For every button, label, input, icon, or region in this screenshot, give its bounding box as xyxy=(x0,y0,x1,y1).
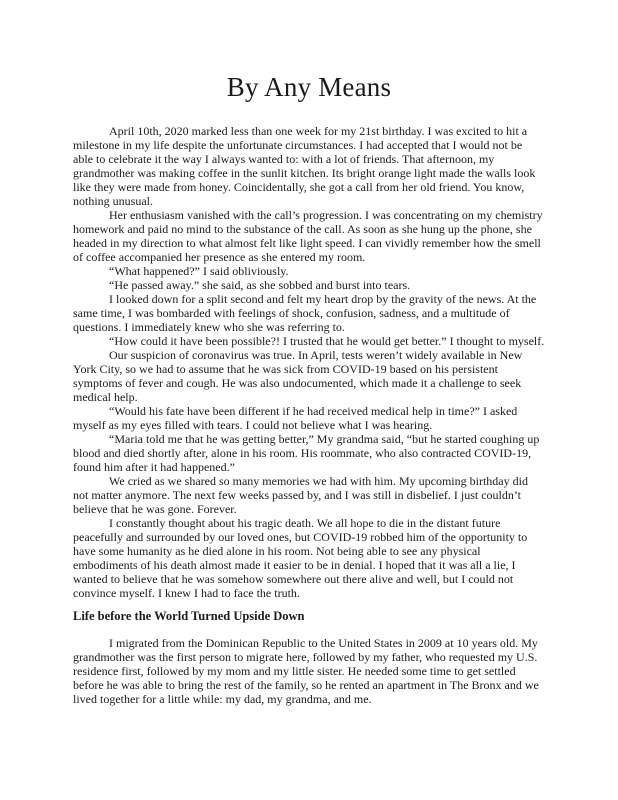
paragraph: Her enthusiasm vanished with the call’s progression. I was concentrating on my chemistry homework and paid no mind to the substance of the call. As soon as she hung up the phone, she headed in my direction to what almost felt like light speed. I can vividly remember how the smell of coffee accompanied her presence as she entered my room. xyxy=(73,208,543,264)
paragraph: Our suspicion of coronavirus was true. In April, tests weren’t widely available in New York City, so we had to assume that he was sick from COVID-19 based on his persistent symptoms of fever and cough. He was also undocumented, which made it a challenge to seek medical help. xyxy=(73,348,523,404)
paragraph-dialogue: “Would his fate have been different if he had received medical help in time?” I asked myself as my eyes filled with tears. I could not believe what I was hearing. xyxy=(73,404,518,432)
document-title: By Any Means xyxy=(226,72,392,102)
paragraph: I looked down for a split second and felt my heart drop by the gravity of the news. At the same time, I was bombarded with feelings of shock, confusion, sadness, and a multitude of questions. I immediately knew who she was referring to. xyxy=(73,292,537,334)
paragraph: I constantly thought about his tragic death. We all hope to die in the distant future peacefully and surrounded by our loved ones, but COVID-19 robbed him of the opportunity to have some humanity as he died alone in his room. Not being able to see any physical embodiments of his death almost made it easier to be in denial. I hoped that it was all a lie, I wanted to believe that he was somehow somewhere out there alive and well, but I could not convince myself. I knew I had to face the truth. xyxy=(73,516,528,600)
paragraph: April 10th, 2020 marked less than one week for my 21st birthday. I was excited to hit a milestone in my life despite the unfortunate circumstances. I had accepted that I would not be able to celebrate it the way I always wanted to: with a lot of friends. That afternoon, my grandmother was making coffee in the sunlit kitchen. Its bright orange light made the walls look like they were made from honey. Coincidentally, she got a call from her old friend. You know, nothing unusual. xyxy=(73,124,536,208)
paragraph: We cried as we shared so many memories we had with him. My upcoming birthday did not matter anymore. The next few weeks passed by, and I was still in disbelief. I just couldn’t believe that he was gone. Forever. xyxy=(73,474,528,516)
paragraph-dialogue: “What happened?” I said obliviously. xyxy=(109,264,289,278)
section-heading: Life before the World Turned Upside Down xyxy=(73,609,305,623)
paragraph-dialogue: “How could it have been possible?! I trusted that he would get better.” I thought to myself. xyxy=(109,334,545,348)
paragraph: I migrated from the Dominican Republic to the United States in 2009 at 10 years old. My grandmother was the first person to migrate here, followed by my father, who requested my U.S. residence first, followed by my mom and my little sister. He needed some time to get settled before he was able to bring the rest of the family, so he rented an apartment in The Bronx and we lived together for a little while: my dad, my grandma, and me. xyxy=(73,636,539,706)
paragraph-dialogue: “He passed away.” she said, as she sobbed and burst into tears. xyxy=(109,278,411,292)
paragraph-dialogue: “Maria told me that he was getting better,” My grandma said, “but he started coughing up blood and died shortly after, alone in his room. His roommate, who also contracted COVID-19, found him after it had happened.” xyxy=(73,432,540,474)
